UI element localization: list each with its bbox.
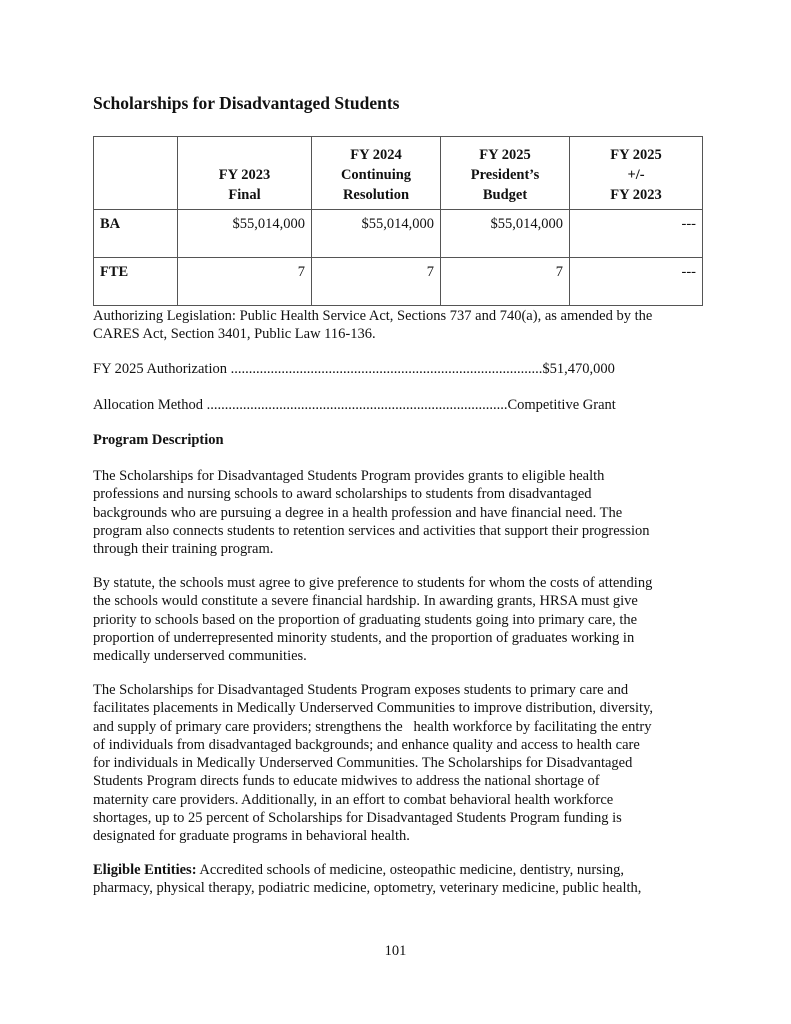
table-row-fte	[94, 258, 703, 306]
table-header-fy2023: FY 2023 Final	[178, 137, 312, 210]
paragraph-1: The Scholarships for Disadvantaged Students Program provides grants to eligible health professions and nursing schools to award scholarships to students from disadvantaged backgrounds who are pursuing a degree in a health profession and have financial need. The program also connects students to retention services and activities that support their progression through their training program.	[93, 468, 650, 558]
section-title: Scholarships for Disadvantaged Students	[93, 93, 400, 113]
row-label: BA	[94, 210, 178, 258]
table-cell: ---	[570, 258, 703, 306]
row-label: FTE	[94, 258, 178, 306]
table-cell: ---	[570, 210, 703, 258]
authorizing-legislation: Authorizing Legislation: Public Health Service Act, Sections 737 and 740(a), as amended by the CARES Act, Section 3401, Public Law 116-136.	[93, 308, 653, 343]
eligible-entities: Eligible Entities: Accredited schools of medicine, osteopathic medicine, dentistry, nursing, pharmacy, physical therapy, podiatric medicine, optometry, veterinary medicine, public health,	[93, 862, 642, 897]
table-cell: 7	[178, 258, 312, 306]
table-header-difference: FY 2025 +/- FY 2023	[570, 137, 703, 210]
paragraph-3: The Scholarships for Disadvantaged Students Program exposes students to primary care and facilitates placements in Medically Underserved Communities to improve distribution, diversity, and supply of primary care providers; strengthens the health workforce by facilitating the entry of individuals from disadvantaged backgrounds; and enhance quality and access to health care for individuals in Medically Underserved Communities. The Scholarships for Disadvantaged Students Program directs funds to educate midwives to address the national shortage of maternity care providers. Additionally, in an effort to combat behavioral health workforce shortages, up to 25 percent of Scholarships for Disadvantaged Students Program funding is designated for graduate programs in behavioral health.	[93, 682, 654, 845]
paragraph-2: By statute, the schools must agree to give preference to students for whom the costs of attending the schools would constitute a severe financial hardship. In awarding grants, HRSA must give priority to schools based on the proportion of graduating students going into primary care, the proportion of underrepresented minority students, and the proportion of graduates working in medically underserved communities.	[93, 575, 653, 665]
table-header-fy2025: FY 2025 President’s Budget	[441, 137, 570, 210]
program-description-heading: Program Description	[93, 432, 224, 448]
dot-leader: ......................................................................................	[230, 361, 543, 377]
allocation-line: Allocation Method ...................................................................................Competitive Grant	[93, 397, 616, 413]
allocation-value: Competitive Grant	[507, 397, 616, 413]
table-row-ba	[94, 210, 703, 258]
table-cell: $55,014,000	[312, 210, 441, 258]
budget-table	[93, 136, 703, 306]
page-number: 101	[384, 943, 407, 959]
table-cell: $55,014,000	[178, 210, 312, 258]
table-cell: 7	[312, 258, 441, 306]
table-cell: $55,014,000	[441, 210, 570, 258]
authorization-line: FY 2025 Authorization ......................................................................................$51,470,000	[93, 361, 615, 377]
table-header-fy2024: FY 2024 Continuing Resolution	[312, 137, 441, 210]
table-header-blank	[94, 137, 178, 210]
authorization-value: $51,470,000	[542, 361, 615, 377]
table-header-row	[94, 137, 703, 210]
eligible-entities-label: Eligible Entities:	[93, 862, 197, 878]
table-cell: 7	[441, 258, 570, 306]
dot-leader: ...................................................................................	[206, 397, 508, 413]
